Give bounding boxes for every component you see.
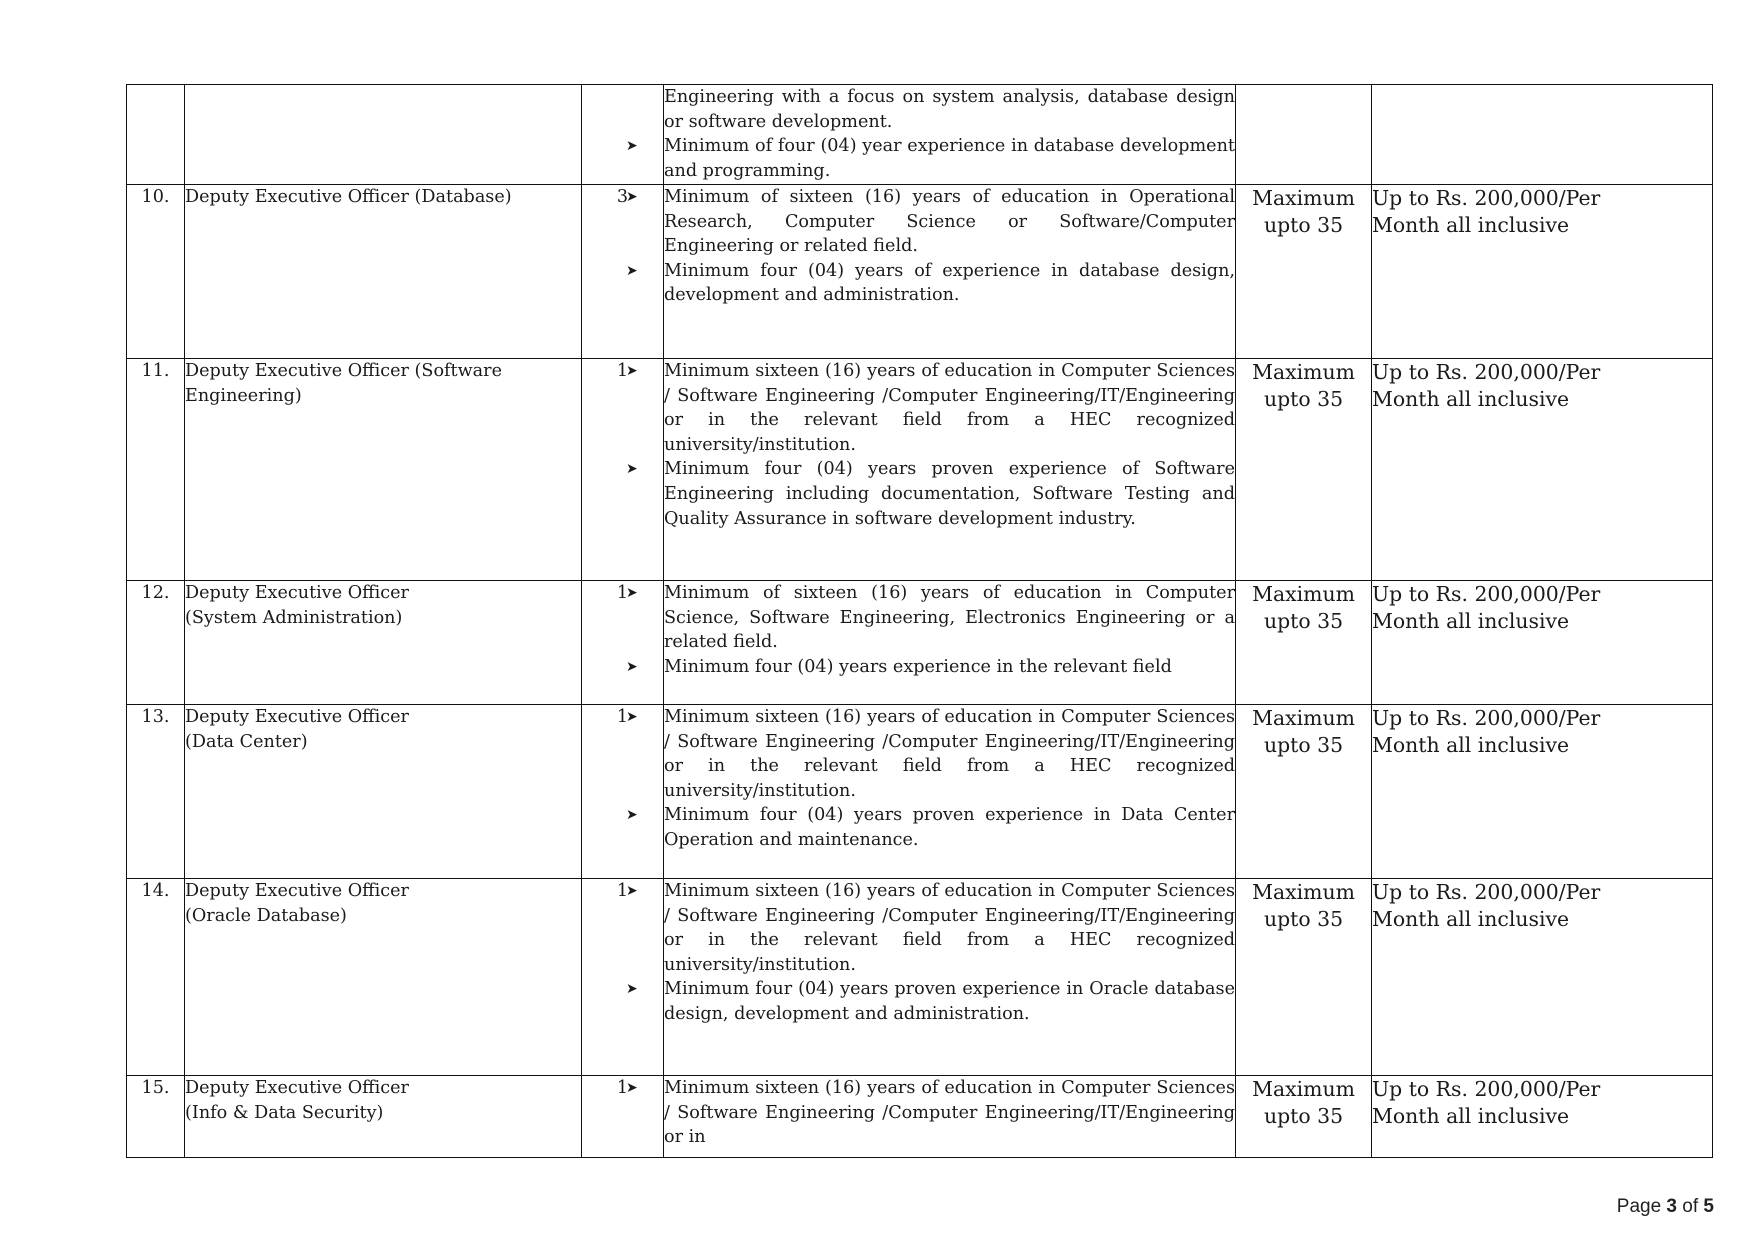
age-limit [1236,1076,1372,1158]
position-title-line: Deputy Executive Officer (Software Engineering) [185,361,502,406]
requirement-bullet [626,977,1235,1026]
position-count: 1 [582,879,664,1076]
arrow-bullet-icon: ➤ [626,981,638,998]
requirement-bullet [626,581,1235,655]
salary-info [1372,705,1713,879]
salary-line: Up to Rs. 200,000/Per [1372,706,1601,730]
requirement-text: Minimum sixteen (16) years of education in Computer Sciences / Software Engineering /Computer Engineering/IT/Engineering or in the relevant field from a HEC recognized university/institution. [664,361,1235,455]
position-title [185,185,582,359]
requirements-cell [626,879,1236,1076]
salary-info [1372,1076,1713,1158]
requirement-bullet [626,1076,1235,1150]
age-limit-line: Maximum [1252,582,1355,606]
requirement-bullet [626,803,1235,852]
requirement-bullet [626,879,1235,977]
requirement-text: Minimum four (04) years proven experience in Data Center Operation and maintenance. [664,805,1235,850]
row-number: 15. [127,1076,185,1158]
requirement-text: Minimum of four (04) year experience in database development and programming. [664,136,1235,181]
position-title [185,879,582,1076]
arrow-bullet-icon: ➤ [626,363,638,379]
requirement-bullet [626,359,1235,457]
age-limit-line: upto 35 [1263,609,1344,633]
requirement-bullet [626,259,1235,308]
requirement-text: Minimum sixteen (16) years of education in Computer Sciences / Software Engineering /Computer Engineering/IT/Engineering or in the relevant field from a HEC recognized university/institution. [664,881,1235,975]
table-row [127,185,1713,359]
requirement-bullet [626,134,1235,183]
position-title [185,1076,582,1158]
salary-info [1372,879,1713,1076]
position-count: 1 [582,359,664,581]
position-title-line: Deputy Executive Officer [185,881,409,901]
salary-line: Month all inclusive [1372,907,1570,931]
arrow-bullet-icon: ➤ [626,262,638,279]
requirement-text: Minimum four (04) years of experience in database design, development and administration. [664,260,1235,306]
table-row [127,879,1713,1076]
position-count: 3 [582,185,664,359]
requirement-bullet [626,185,1235,259]
salary-info [1372,359,1713,581]
arrow-bullet-icon: ➤ [626,883,638,899]
requirements-cell [626,581,1236,705]
cell-requirements [626,85,1236,185]
salary-line: Month all inclusive [1372,609,1570,633]
requirement-bullet [626,457,1235,531]
salary-line: Month all inclusive [1372,733,1570,757]
table-row [127,359,1713,581]
table-row [127,1076,1713,1158]
continuation-row [127,85,1713,185]
salary-line: Up to Rs. 200,000/Per [1372,360,1601,384]
arrow-bullet-icon: ➤ [626,138,638,155]
page-word: Page [1616,1196,1662,1217]
age-limit [1236,705,1372,879]
age-limit-line: Maximum [1252,880,1355,904]
current-page-number: 3 [1666,1196,1677,1217]
total-page-count: 5 [1703,1196,1714,1217]
age-limit-line: upto 35 [1263,213,1344,237]
position-title-line: (Info & Data Security) [185,1102,384,1123]
requirements-cell [626,705,1236,879]
arrow-bullet-icon: ➤ [626,709,638,725]
cell-no [127,85,185,185]
position-title-line: Deputy Executive Officer [185,583,409,603]
position-title [185,581,582,705]
salary-line: Up to Rs. 200,000/Per [1372,1077,1601,1101]
cell-age [1236,85,1372,185]
position-count: 1 [582,705,664,879]
cell-count [582,85,664,185]
position-title [185,359,582,581]
position-title-line: (System Administration) [185,607,403,628]
requirements-cell [626,185,1236,359]
age-limit [1236,185,1372,359]
age-limit-line: upto 35 [1263,387,1344,411]
row-number: 14. [127,879,185,1076]
row-number: 12. [127,581,185,705]
arrow-bullet-icon: ➤ [626,585,638,601]
row-number: 11. [127,359,185,581]
salary-info [1372,581,1713,705]
requirement-text: Minimum four (04) years proven experience of Software Engineering including documentation, Software Testing and Quality Assurance in software development industry. [664,459,1235,529]
age-limit-line: Maximum [1252,1077,1355,1101]
job-listing-table [126,84,1713,1158]
table-row [127,581,1713,705]
table-body [127,85,1713,1158]
position-count: 1 [582,581,664,705]
salary-line: Month all inclusive [1372,1104,1570,1128]
continuation-text: Engineering with a focus on system analysis, database design or software development. [664,87,1235,132]
row-number: 10. [127,185,185,359]
table-row [127,705,1713,879]
requirements-cell [626,359,1236,581]
position-title-line: (Data Center) [185,731,308,752]
requirements-cell [626,1076,1236,1158]
age-limit [1236,581,1372,705]
arrow-bullet-icon: ➤ [626,189,638,205]
arrow-bullet-icon: ➤ [626,461,638,478]
position-title-line: (Oracle Database) [185,905,347,926]
age-limit-line: upto 35 [1263,907,1344,931]
salary-line: Up to Rs. 200,000/Per [1372,582,1601,606]
salary-line: Up to Rs. 200,000/Per [1372,186,1601,210]
position-title-line: Deputy Executive Officer [185,1078,409,1098]
position-title-line: Deputy Executive Officer (Database) [185,187,512,207]
age-limit-line: Maximum [1252,186,1355,210]
requirement-text: Minimum of sixteen (16) years of education in Computer Science, Software Engineering, Electronics Engineering or a related field. [664,583,1235,653]
requirement-text: Minimum of sixteen (16) years of education in Operational Research, Computer Science or Software/Computer Engineering or related field. [664,187,1235,257]
age-limit-line: Maximum [1252,706,1355,730]
age-limit-line: Maximum [1252,360,1355,384]
age-limit-line: upto 35 [1263,1104,1344,1128]
of-word: of [1682,1196,1699,1217]
cell-title [185,85,582,185]
requirement-text: Minimum sixteen (16) years of education in Computer Sciences / Software Engineering /Computer Engineering/IT/Engineering or in [664,1078,1235,1148]
age-limit [1236,359,1372,581]
arrow-bullet-icon: ➤ [626,1080,638,1096]
salary-line: Month all inclusive [1372,213,1570,237]
salary-line: Month all inclusive [1372,387,1570,411]
arrow-bullet-icon: ➤ [626,807,638,824]
age-limit [1236,879,1372,1076]
position-title [185,705,582,879]
requirement-bullet [626,705,1235,803]
salary-info [1372,185,1713,359]
age-limit-line: upto 35 [1263,733,1344,757]
requirement-bullet [626,655,1235,680]
arrow-bullet-icon: ➤ [626,658,638,675]
position-title-line: Deputy Executive Officer [185,707,409,727]
position-count: 1 [582,1076,664,1158]
row-number: 13. [127,705,185,879]
requirement-text: Minimum sixteen (16) years of education in Computer Sciences / Software Engineering /Computer Engineering/IT/Engineering or in the relevant field from a HEC recognized university/institution. [664,707,1235,801]
cell-salary [1372,85,1713,185]
requirement-text: Minimum four (04) years proven experience in Oracle database design, development and administration. [664,979,1235,1024]
page-footer [1617,1196,1714,1218]
requirement-text: Minimum four (04) years experience in the relevant field [664,656,1172,677]
salary-line: Up to Rs. 200,000/Per [1372,880,1601,904]
